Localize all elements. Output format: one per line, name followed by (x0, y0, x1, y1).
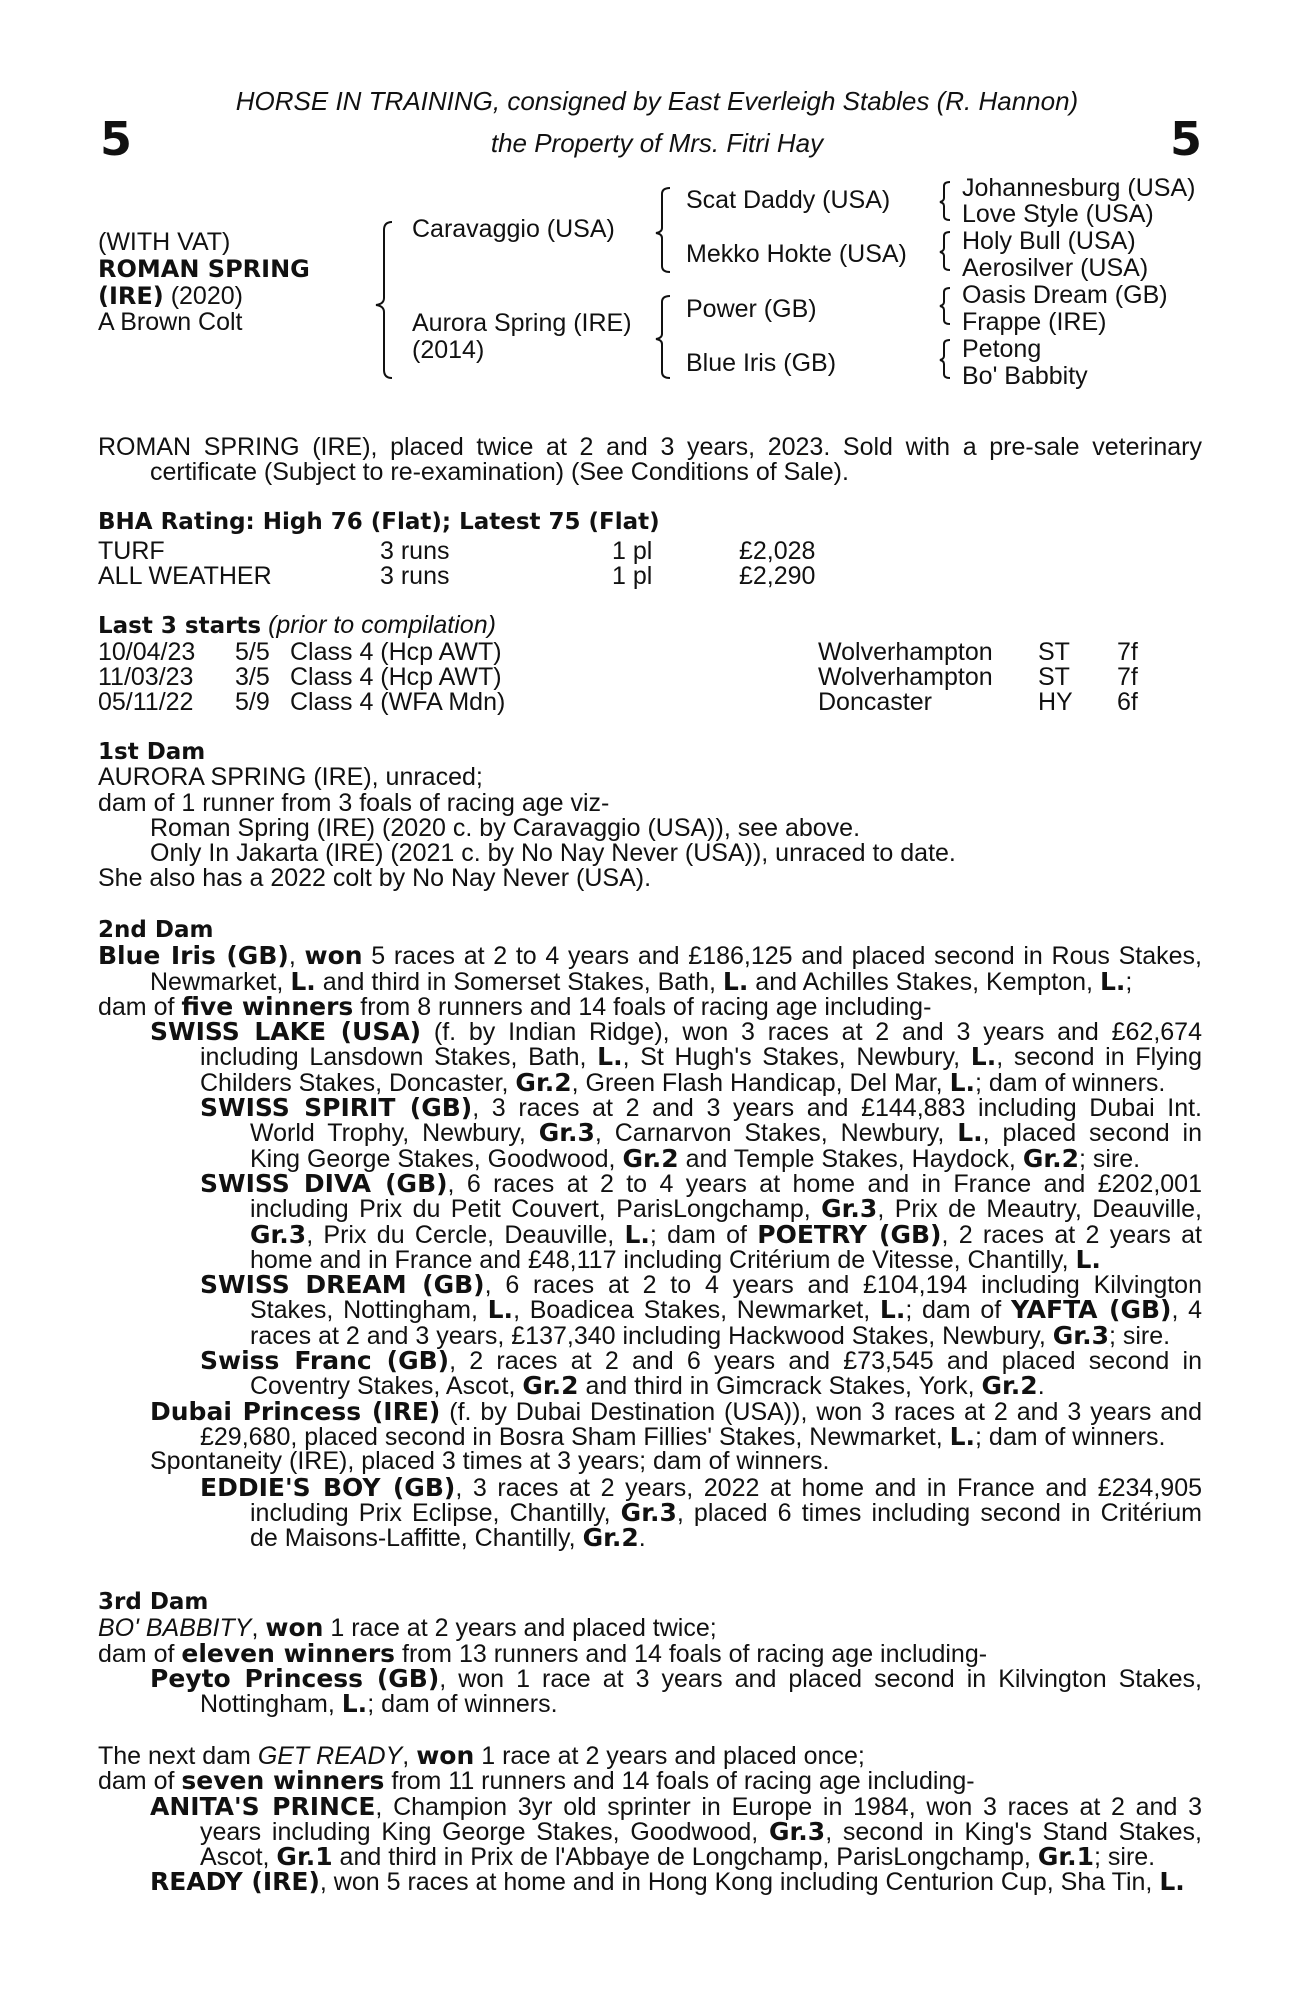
start-going: ST (1038, 663, 1070, 691)
bha-surface: ALL WEATHER (98, 562, 272, 590)
grade: L. (487, 1295, 514, 1325)
start-going: ST (1038, 638, 1070, 666)
text: (f. by Dubai Destination (USA)), won 3 races at 2 and 3 years and (440, 1397, 1202, 1426)
start-dist: 7f (1117, 638, 1138, 666)
won-label: won (304, 941, 363, 971)
horse-name: READY (IRE) (150, 1867, 320, 1897)
horse-name: BO' BABBITY (98, 1614, 252, 1643)
text: , second in Flying (996, 1043, 1202, 1072)
grade: Gr.3 (620, 1497, 677, 1527)
start-date: 05/11/22 (98, 688, 194, 716)
entry-line (98, 1118, 1203, 1148)
entry-line (98, 1346, 1202, 1376)
start-pos: 3/5 (235, 663, 270, 691)
ancestor-7: Petong (962, 335, 1042, 363)
first-dam-section (98, 740, 1202, 892)
text: , 2 races at 2 years at (941, 1220, 1202, 1249)
entry-line (98, 1042, 1202, 1072)
dam-name: Aurora Spring (IRE) (412, 309, 632, 337)
grade: L. (341, 1689, 368, 1719)
text: Stakes, Nottingham, (250, 1296, 488, 1325)
text: dam of (98, 1639, 182, 1668)
summary-line: certificate (Subject to re-examination) (See Conditions of Sale). (150, 458, 849, 487)
text: including Lansdown Stakes, Bath, (200, 1043, 598, 1072)
text: , Prix du Cercle, Deauville, (306, 1220, 625, 1249)
section-heading: 3rd Dam (98, 1589, 209, 1615)
ancestor-8: Bo' Babbity (962, 362, 1088, 390)
grade: L. (970, 1042, 997, 1072)
entry-line (98, 1093, 1203, 1123)
entry-line (98, 1613, 1202, 1643)
text: and Achilles Stakes, Kempton, (748, 967, 1100, 996)
text: from 13 runners and 14 foals of racing age including- (395, 1639, 988, 1668)
text: 1 race at 2 years and placed once; (474, 1742, 865, 1770)
grade: L. (949, 1421, 976, 1451)
grade: Gr.2 (981, 1371, 1038, 1401)
summary (98, 435, 1202, 486)
lot-number-right: 5 (1169, 112, 1202, 166)
text: , 4 (1171, 1296, 1203, 1325)
text: including Prix Eclipse, Chantilly, (250, 1498, 621, 1527)
start-course: Wolverhampton (818, 663, 993, 691)
text: 1 race at 2 years and placed twice; (323, 1614, 717, 1643)
text: home and in France and £48,117 including Critérium de Vitesse, Chantilly, (250, 1245, 1076, 1274)
grade: Gr.3 (821, 1194, 878, 1224)
bha-placed: 1 pl (612, 562, 653, 590)
text: 5 races at 2 to 4 years and £186,125 and placed second in Rous Stakes, (362, 942, 1202, 971)
bha-runs: 3 runs (380, 537, 450, 565)
vat-note: (WITH VAT) (98, 228, 231, 256)
section-heading: 1st Dam (98, 739, 206, 765)
horse-name: Swiss Franc (GB) (200, 1346, 450, 1376)
entry-line (98, 1816, 1203, 1846)
entry-line: Blue Iris (GB), won 5 races at 2 to 4 years and £186,125 and placed second in Rous Stakes, (98, 941, 1202, 971)
grade: L. (1159, 1867, 1185, 1897)
starts-note: (prior to compilation) (261, 611, 496, 639)
text: £29,680, placed second in Bosra Sham Fillies' Stakes, Newmarket, (200, 1422, 950, 1451)
horse-suffix: (IRE) (98, 282, 164, 310)
lot-number-left: 5 (100, 112, 133, 166)
entry-line (98, 1168, 1202, 1198)
starts-title: Last 3 starts (98, 613, 262, 639)
text: Nottingham, (200, 1690, 342, 1719)
bha-money: £2,028 (739, 537, 816, 565)
grade: Gr.1 (1037, 1842, 1094, 1872)
start-pos: 5/5 (235, 638, 270, 666)
text: , 3 races at 2 and 3 years and £144,883 including Dubai Int. (472, 1094, 1203, 1123)
text: ; sire. (1094, 1843, 1156, 1872)
grade: Gr.2 (515, 1067, 572, 1097)
grade: Gr.1 (276, 1842, 333, 1872)
grade: L. (949, 1067, 975, 1097)
text: , (402, 1742, 417, 1770)
horse-name: YAFTA (GB) (1010, 1295, 1172, 1325)
grade: L. (1075, 1244, 1101, 1274)
text: dam of (98, 1767, 182, 1796)
won-label: won (416, 1741, 475, 1770)
grade: Gr.3 (250, 1219, 307, 1249)
entry-line: Spontaneity (IRE), placed 3 times at 3 years; dam of winners. (150, 1447, 830, 1476)
grade: L. (597, 1042, 623, 1072)
entry-line (98, 966, 1202, 996)
text: dam of (98, 992, 182, 1021)
start-date: 11/03/23 (98, 663, 194, 691)
entry-line (98, 1523, 1202, 1553)
horse-name: SWISS LAKE (USA) (150, 1017, 422, 1047)
brace-g3 (940, 288, 950, 324)
text: and third in Somerset Stakes, Bath, (315, 967, 723, 996)
start-race: Class 4 (WFA Mdn) (290, 688, 506, 716)
entry-line (98, 1472, 1202, 1502)
grade: Gr.2 (1022, 1143, 1079, 1173)
text: , Prix de Meautry, Deauville, (877, 1195, 1202, 1224)
grade: L. (957, 1118, 983, 1148)
text: ; sire. (1079, 1144, 1141, 1173)
brace-dam (656, 296, 670, 378)
entry-line (98, 1497, 1202, 1527)
grade: L. (1099, 966, 1126, 996)
start-race: Class 4 (Hcp AWT) (290, 638, 502, 666)
entry-line (98, 991, 1202, 1021)
horse-name: POETRY (GB) (757, 1219, 942, 1249)
entry-line (98, 1867, 1202, 1897)
start-going: HY (1038, 688, 1073, 716)
grandsire-2: Power (GB) (686, 295, 817, 323)
won-label: won (265, 1613, 324, 1643)
bha-runs: 3 runs (380, 562, 450, 590)
horse-name: Dubai Princess (IRE) (150, 1396, 441, 1426)
text: ; dam of (649, 1220, 758, 1249)
grade: L. (722, 966, 749, 996)
brace-sire (656, 188, 670, 272)
bha-heading: BHA Rating: High 76 (Flat); Latest 75 (Flat) (98, 509, 660, 535)
start-course: Doncaster (818, 688, 932, 716)
text: races at 2 and 3 years, £137,340 including Hackwood Stakes, Newbury, (250, 1321, 1053, 1350)
horse-name: ROMAN SPRING (98, 255, 310, 283)
text: ; dam of (905, 1296, 1011, 1325)
text: , Boadicea Stakes, Newmarket, (513, 1296, 880, 1325)
winners-count: seven winners (181, 1766, 385, 1796)
ancestor-4: Aerosilver (USA) (962, 254, 1149, 282)
entry-line (98, 1396, 1202, 1426)
text: (f. by Indian Ridge), won 3 races at 2 and 3 years and £62,674 (421, 1018, 1202, 1047)
dam-line: dam of 1 runner from 3 foals of racing age viz- (98, 788, 610, 817)
entry-line (98, 1421, 1202, 1451)
grade: Gr.3 (538, 1118, 595, 1148)
winners-count: eleven winners (181, 1638, 396, 1668)
ancestor-1: Johannesburg (USA) (962, 174, 1196, 202)
text: , Carnarvon Stakes, Newbury, (594, 1119, 958, 1148)
text: , (251, 1614, 266, 1643)
entry-line (98, 1743, 1202, 1768)
horse-name: SWISS DIVA (GB) (200, 1168, 448, 1198)
brace-g4 (940, 340, 950, 378)
text: . (638, 1524, 646, 1553)
brace-g2 (940, 232, 950, 270)
horse-year: (2020) (163, 282, 243, 310)
text: and Temple Stakes, Haydock, (678, 1144, 1023, 1173)
entry-line (98, 1791, 1202, 1821)
sire-name: Caravaggio (USA) (412, 215, 615, 243)
text: , Champion 3yr old sprinter in Europe in 1984, won 3 races at 2 and 3 (375, 1792, 1202, 1821)
horse-name: EDDIE'S BOY (GB) (200, 1472, 456, 1502)
text: ; dam of winners. (975, 1422, 1166, 1451)
entry-line (98, 1766, 1202, 1796)
text: . (1037, 1372, 1045, 1401)
text: , 6 races at 2 to 4 years at home and in France and £202,001 (447, 1169, 1202, 1198)
text: , won 1 race at 3 years and placed second in Kilvington Stakes, (439, 1664, 1202, 1693)
grade: L. (879, 1295, 906, 1325)
grade: Gr.3 (769, 1816, 826, 1846)
brace-g1 (940, 182, 950, 220)
entry-line (98, 1689, 1202, 1719)
text: King George Stakes, Goodwood, (250, 1144, 623, 1173)
third-dam-section (98, 1589, 1202, 1719)
granddam-1: Mekko Hokte (USA) (686, 240, 907, 268)
text: from 11 runners and 14 foals of racing age including- (384, 1767, 975, 1796)
text: ; dam of winners. (975, 1068, 1166, 1097)
bha-placed: 1 pl (612, 537, 653, 565)
text: , 6 races at 2 to 4 years and £104,194 including Kilvington (484, 1271, 1202, 1300)
winners-count: five winners (181, 991, 354, 1021)
granddam-2: Blue Iris (GB) (686, 349, 837, 377)
text: , placed 6 times including second in Critérium (676, 1498, 1202, 1527)
horse-name: Blue Iris (GB) (98, 941, 289, 971)
text: World Trophy, Newbury, (250, 1119, 539, 1148)
text: , placed second in (982, 1119, 1203, 1148)
text: de Maisons-Laffitte, Chantilly, (250, 1524, 583, 1553)
horse-name: Peyto Princess (GB) (150, 1663, 440, 1693)
ancestor-3: Holy Bull (USA) (962, 227, 1136, 255)
entry-line (98, 1638, 1202, 1668)
grade: Gr.2 (582, 1523, 639, 1553)
summary-line: ROMAN SPRING (IRE), placed twice at 2 and 3 years, 2023. Sold with a pre-sale veterinary (98, 433, 1202, 461)
horse-name: ANITA'S PRINCE (150, 1791, 376, 1821)
next-dam-section (98, 1743, 1202, 1895)
start-course: Wolverhampton (818, 638, 993, 666)
text: and third in Gimcrack Stakes, York, (578, 1372, 982, 1401)
dam-year: (2014) (412, 336, 485, 364)
text: ; (1125, 967, 1133, 996)
grade: Gr.2 (522, 1371, 579, 1401)
start-pos: 5/9 (235, 688, 270, 716)
bha-money: £2,290 (739, 562, 816, 590)
text: ; sire. (1108, 1321, 1171, 1350)
text: Coventry Stakes, Ascot, (250, 1372, 523, 1401)
text: ; dam of winners. (367, 1690, 558, 1719)
grandsire-1: Scat Daddy (USA) (686, 186, 891, 214)
entry-line (98, 1842, 1202, 1872)
bha-surface: TURF (98, 537, 165, 565)
section-heading: 2nd Dam (98, 917, 214, 943)
text: , second in King's Stand Stakes, (825, 1817, 1203, 1846)
ancestor-5: Oasis Dream (GB) (962, 281, 1168, 309)
text: , won 5 races at home and in Hong Kong including Centurion Cup, Sha Tin, (319, 1868, 1160, 1897)
text: including Prix du Petit Couvert, ParisLongchamp, (250, 1195, 822, 1224)
entry-line (98, 1663, 1202, 1693)
entry-line (98, 1320, 1202, 1350)
text: Newmarket, (150, 967, 291, 996)
dam-line: AURORA SPRING (IRE), unraced; (98, 763, 483, 792)
horse-name: SWISS DREAM (GB) (200, 1270, 485, 1300)
entry-line (98, 1295, 1203, 1325)
dam-line: She also has a 2022 colt by No Nay Never (USA). (98, 864, 652, 893)
text: , St Hugh's Stakes, Newbury, (622, 1043, 971, 1072)
grade: Gr.3 (1052, 1320, 1109, 1350)
start-date: 10/04/23 (98, 638, 196, 666)
grade: Gr.2 (622, 1143, 679, 1173)
text: , Green Flash Handicap, Del Mar, (571, 1068, 950, 1097)
entry-line (98, 1371, 1202, 1401)
text: The next dam (98, 1742, 258, 1770)
start-dist: 7f (1117, 663, 1138, 691)
horse-name: SWISS SPIRIT (GB) (200, 1093, 473, 1123)
entry-line (98, 1017, 1202, 1047)
brace-main (376, 222, 392, 378)
starts-heading (98, 613, 496, 639)
entry-line (98, 1219, 1202, 1249)
text: , 3 races at 2 years, 2022 at home and in France and £234,905 (455, 1473, 1202, 1502)
text: Ascot, (200, 1843, 277, 1872)
entry-line (98, 1270, 1202, 1300)
grade: L. (624, 1219, 650, 1249)
dam-line: Only In Jakarta (IRE) (2021 c. by No Nay Never (USA)), unraced to date. (150, 839, 956, 868)
second-dam-section (98, 917, 1203, 1553)
ancestor-2: Love Style (USA) (962, 200, 1154, 228)
start-race: Class 4 (Hcp AWT) (290, 663, 502, 691)
text: years including King George Stakes, Goodwood, (200, 1817, 770, 1846)
text: from 8 runners and 14 foals of racing age including- (353, 992, 932, 1021)
grade: L. (290, 966, 316, 996)
horse-description: A Brown Colt (98, 308, 243, 336)
dam-line: Roman Spring (IRE) (2020 c. by Caravaggio (USA)), see above. (150, 813, 861, 842)
property-heading: the Property of Mrs. Fitri Hay (490, 128, 824, 158)
horse-name: GET READY (257, 1742, 403, 1770)
start-dist: 6f (1117, 688, 1138, 716)
text: and third in Prix de l'Abbaye de Longchamp, ParisLongchamp, (332, 1843, 1038, 1872)
entry-line (98, 1244, 1202, 1274)
entry-line (98, 1067, 1202, 1097)
entry-line (98, 1143, 1202, 1173)
entry-line (98, 1194, 1202, 1224)
text: , 2 races at 2 and 6 years and £73,545 and placed second in (449, 1347, 1202, 1376)
consignor-heading: HORSE IN TRAINING, consigned by East Everleigh Stables (R. Hannon) (235, 86, 1079, 116)
ancestor-6: Frappe (IRE) (962, 308, 1107, 336)
text: Childers Stakes, Doncaster, (200, 1068, 516, 1097)
